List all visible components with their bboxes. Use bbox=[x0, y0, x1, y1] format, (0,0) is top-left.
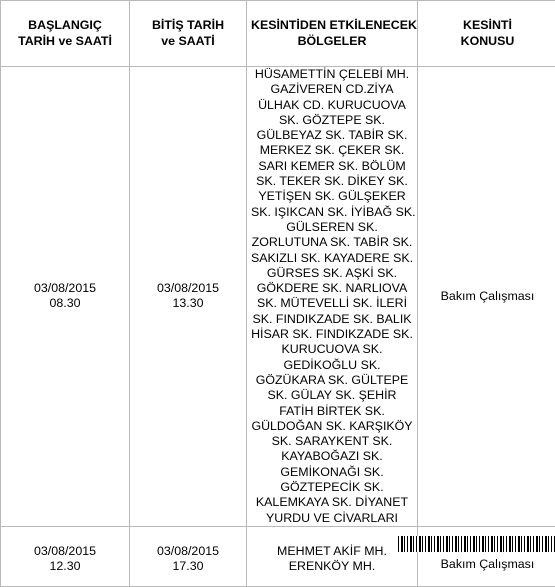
header-row bbox=[1, 1, 555, 67]
outage-subject-cell: Bakım Çalışması bbox=[418, 67, 555, 527]
affected-regions-cell: HÜSAMETTİN ÇELEBİ MH. GAZİVEREN CD.ZİYA ÜLHAK CD. KURUCUOVA SK. GÖZTEPE SK. GÜLBEYAZ SK. TABİR SK. MERKEZ SK. ÇEKER SK. SARI KEMER SK. BÖLÜM SK. TEKER SK. DİKEY SK. YETİŞEN SK. GÜLŞEKER SK. IŞIKCAN SK. İYİBAĞ SK. GÜLSEREN SK. ZORLUTUNA SK. TABİR SK. SAKIZLI SK. KAYADERE SK. GÜRSES SK. AŞKİ SK. GÖKDERE SK. NARLIOVA SK. MÜTEVELLİ SK. İLERİ SK. FINDIKZADE SK. BALIK HİSAR SK. FINDIKZADE SK. KURUCUOVA SK. GEDİKOĞLU SK. GÖZÜKARA SK. GÜLTEPE SK. GÜLAY SK. ŞEHİR FATİH BİRTEK SK. GÜLDOĞAN SK. KARŞIKÖY SK. SARAYKENT SK. KAYABOĞAZI SK. GEMİKONAĞI SK. GÖZTEPECİK SK. KALEMKAYA SK. DİYANET YURDU VE CİVARLARI bbox=[247, 67, 418, 527]
barcode-image bbox=[398, 536, 555, 552]
table-row bbox=[1, 67, 555, 527]
end-datetime-cell: 03/08/2015 17.30 bbox=[130, 526, 247, 586]
header-outage-subject: KESİNTİ KONUSU bbox=[418, 1, 555, 67]
affected-regions-cell: MEHMET AKİF MH. ERENKÖY MH. bbox=[247, 526, 418, 586]
start-datetime-cell: 03/08/2015 12.30 bbox=[1, 526, 130, 586]
outage-subject-cell: Bakım Çalışması bbox=[418, 526, 555, 586]
start-datetime-cell: 03/08/2015 08.30 bbox=[1, 67, 130, 527]
header-affected-regions: KESİNTİDEN ETKİLENECEK BÖLGELER bbox=[247, 1, 418, 67]
end-datetime-cell: 03/08/2015 13.30 bbox=[130, 67, 247, 527]
header-end-datetime: BİTİŞ TARİH ve SAATİ bbox=[130, 1, 247, 67]
header-start-datetime: BAŞLANGIÇ TARİH ve SAATİ bbox=[1, 1, 130, 67]
